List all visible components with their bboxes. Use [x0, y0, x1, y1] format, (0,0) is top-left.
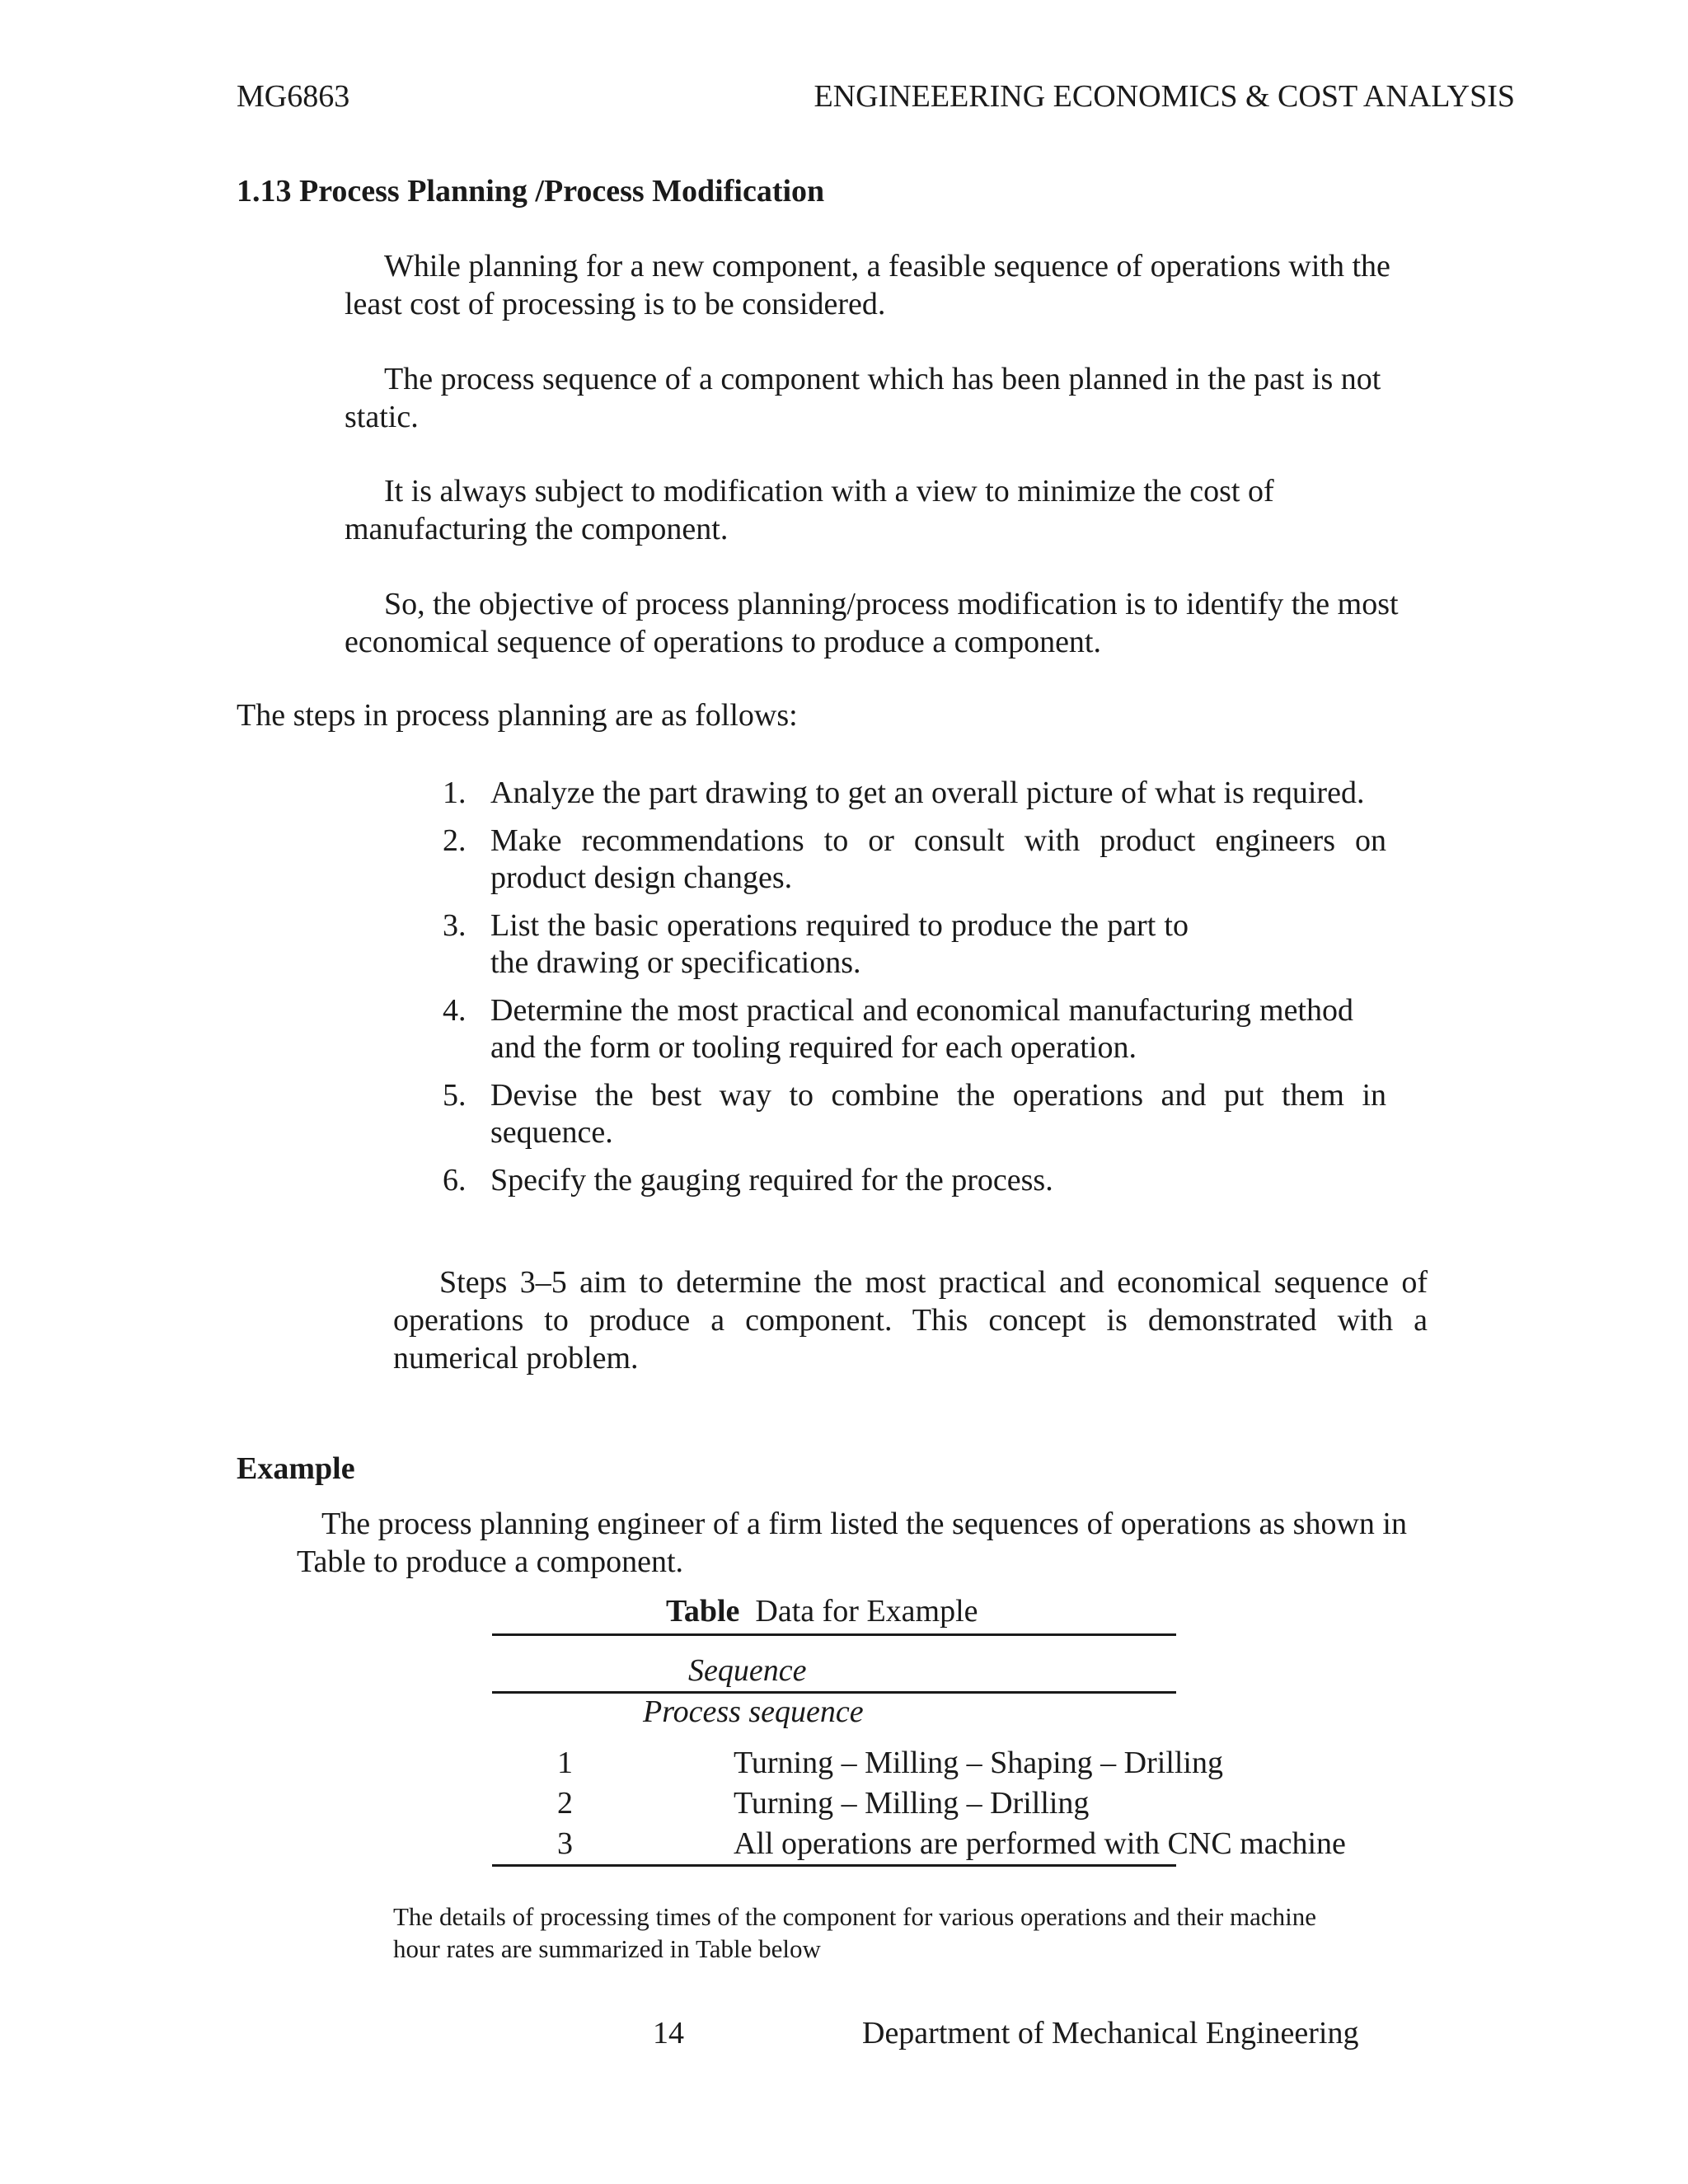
paragraph-4: So, the objective of process planning/process modification is to identify the most economical sequence of operations to produce a component. [345, 587, 1399, 659]
header-course-code: MG6863 [237, 79, 350, 114]
details-paragraph: The details of processing times of the component for various operations and their machine hour rates are summarized in Table below [393, 1902, 1316, 1963]
table-row-2-num: 2 [557, 1786, 573, 1821]
header-course-title: ENGINEEERING ECONOMICS & COST ANALYSIS [814, 79, 1515, 114]
table-row-1-desc: Turning – Milling – Shaping – Drilling [734, 1746, 1223, 1780]
steps-list [443, 775, 1386, 1210]
steps-intro: The steps in process planning are as follows: [237, 698, 798, 733]
table-row-3-desc: All operations are performed with CNC machine [734, 1826, 1346, 1861]
list-item: 1. Analyze the part drawing to get an overall picture of what is required. [443, 776, 1365, 810]
paragraph-2: The process sequence of a component which has been planned in the past is not static. [345, 362, 1381, 434]
example-intro: The process planning engineer of a firm listed the sequences of operations as shown in Table to produce a component. [297, 1507, 1407, 1579]
table-header-process-sequence: Process sequence [643, 1694, 864, 1729]
table-caption: Table Data for Example [666, 1594, 978, 1629]
section-title: 1.13 Process Planning /Process Modification [237, 174, 825, 209]
list-item: 2. Make recommendations to or consult with product engineers on product design changes. [443, 823, 1386, 895]
page-number: 14 [653, 2016, 684, 2050]
footer-department: Department of Mechanical Engineering [862, 2016, 1359, 2050]
list-item: 5. Devise the best way to combine the operations and put them in sequence. [443, 1078, 1386, 1150]
table-row-2-desc: Turning – Milling – Drilling [734, 1786, 1090, 1821]
table-row-1-num: 1 [557, 1746, 573, 1780]
table-bottom-rule [492, 1864, 1176, 1867]
list-item: 4. Determine the most practical and economical manufacturing method and the form or tooling required for each operation. [443, 993, 1353, 1065]
table-top-rule [492, 1633, 1176, 1636]
list-item: 3. List the basic operations required to produce the part to the drawing or specifications. [443, 908, 1189, 980]
paragraph-3: It is always subject to modification with a view to minimize the cost of manufacturing the component. [345, 474, 1274, 546]
list-item: 6. Specify the gauging required for the process. [443, 1163, 1053, 1197]
table-header-sequence: Sequence [688, 1653, 807, 1688]
paragraph-1: While planning for a new component, a feasible sequence of operations with the least cost of processing is to be considered. [345, 249, 1390, 321]
table-row-3-num: 3 [557, 1826, 573, 1861]
example-title: Example [237, 1451, 355, 1486]
steps-note: Steps 3–5 aim to determine the most practical and economical sequence of operations to produce a component. This concept is demonstrated with a numerical problem. [393, 1265, 1428, 1376]
